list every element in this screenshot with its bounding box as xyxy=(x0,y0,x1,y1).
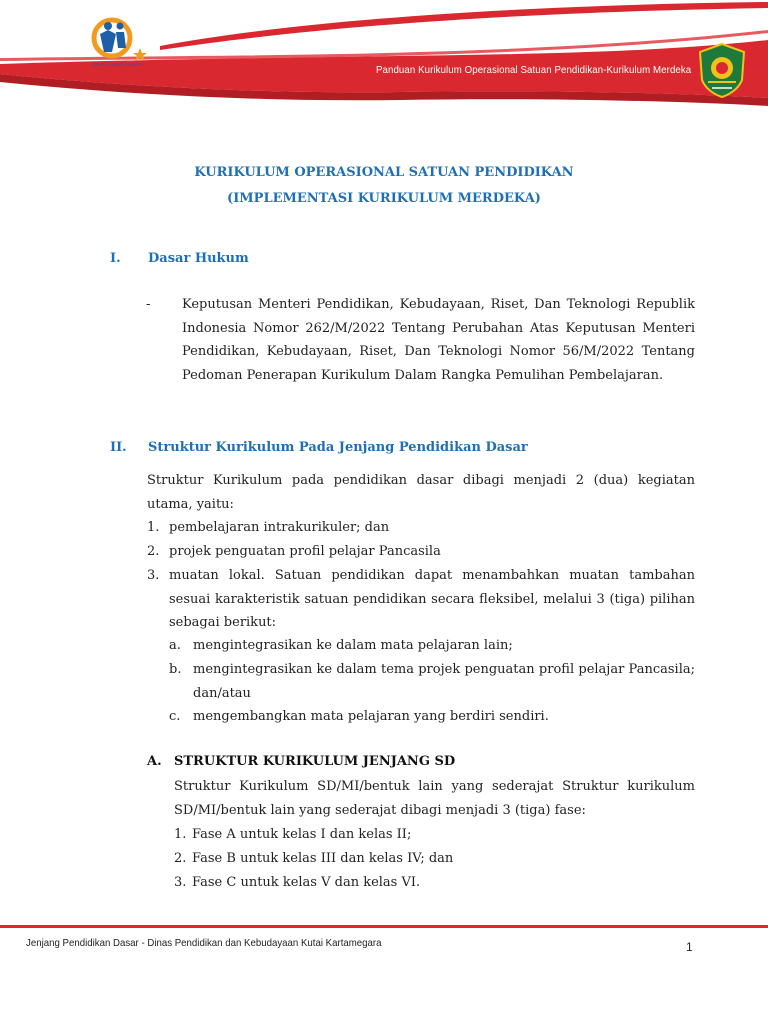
list-number: 3. xyxy=(147,568,160,583)
sublist-letter: b. xyxy=(169,662,182,677)
sublist-letter: c. xyxy=(169,709,181,724)
list-number: 2. xyxy=(174,851,187,866)
education-office-logo xyxy=(86,12,162,68)
list-item: Fase A untuk kelas I dan kelas II; xyxy=(192,827,412,842)
list-item: pembelajaran intrakurikuler; dan xyxy=(169,520,390,535)
sublist-item: mengembangkan mata pelajaran yang berdiri sendiri. xyxy=(193,709,549,724)
header-title: Panduan Kurikulum Operasional Satuan Pendidikan-Kurikulum Merdeka xyxy=(376,64,692,76)
list-number: 1. xyxy=(174,827,187,842)
list-item: Fase B untuk kelas III dan kelas IV; dan xyxy=(192,851,454,866)
list-item: muatan lokal. Satuan pendidikan dapat menambahkan muatan tambahan sesuai karakteristik satuan pendidikan secara fleksibel, melalui 3 (tiga) pilihan sebagai berikut: xyxy=(169,568,695,630)
regency-emblem-icon xyxy=(696,42,748,98)
bullet-dash: - xyxy=(146,297,151,312)
section-number: II. xyxy=(110,440,127,455)
footer-divider xyxy=(0,925,768,928)
sublist-item: mengintegrasikan ke dalam tema projek penguatan profil pelajar Pancasila; dan/atau xyxy=(193,662,695,701)
section-intro: Struktur Kurikulum pada pendidikan dasar dibagi menjadi 2 (dua) kegiatan utama, yaitu: xyxy=(147,473,695,512)
list-item: projek penguatan profil pelajar Pancasila xyxy=(169,544,441,559)
sublist-letter: a. xyxy=(169,638,181,653)
page-header xyxy=(0,0,768,112)
page-number: 1 xyxy=(686,940,693,954)
list-number: 2. xyxy=(147,544,160,559)
logo-caption: DINAS DIKBUD KUKAR xyxy=(92,62,142,67)
subsection-letter: A. xyxy=(147,754,162,769)
document-title-line2: (IMPLEMENTASI KURIKULUM MERDEKA) xyxy=(227,191,541,206)
sublist-item: mengintegrasikan ke dalam mata pelajaran lain; xyxy=(193,638,513,653)
document-title-line1: KURIKULUM OPERASIONAL SATUAN PENDIDIKAN xyxy=(194,165,574,180)
subsection-intro: Struktur Kurikulum SD/MI/bentuk lain yang sederajat Struktur kurikulum SD/MI/bentuk lain yang sederajat dibagi menjadi 3 (tiga) fase: xyxy=(174,779,695,818)
subsection-title: STRUKTUR KURIKULUM JENJANG SD xyxy=(174,754,456,769)
list-number: 3. xyxy=(174,875,187,890)
section-number: I. xyxy=(110,251,121,266)
list-item: Fase C untuk kelas V dan kelas VI. xyxy=(192,875,421,890)
section-title: Struktur Kurikulum Pada Jenjang Pendidikan Dasar xyxy=(148,440,528,455)
footer-text: Jenjang Pendidikan Dasar - Dinas Pendidikan dan Kebudayaan Kutai Kartamegara xyxy=(26,937,382,949)
section-title: Dasar Hukum xyxy=(148,251,249,266)
list-number: 1. xyxy=(147,520,160,535)
legal-basis-text: Keputusan Menteri Pendidikan, Kebudayaan, Riset, Dan Teknologi Republik Indonesia Nomor 262/M/2022 Tentang Perubahan Atas Keputusan Menteri Pendidikan, Kebudayaan, Riset, Dan Teknologi Nomor 56/M/2022 Tentang Pedoman Penerapan Kurikulum Dalam Rangka Pemulihan Pembelajaran. xyxy=(182,297,695,383)
